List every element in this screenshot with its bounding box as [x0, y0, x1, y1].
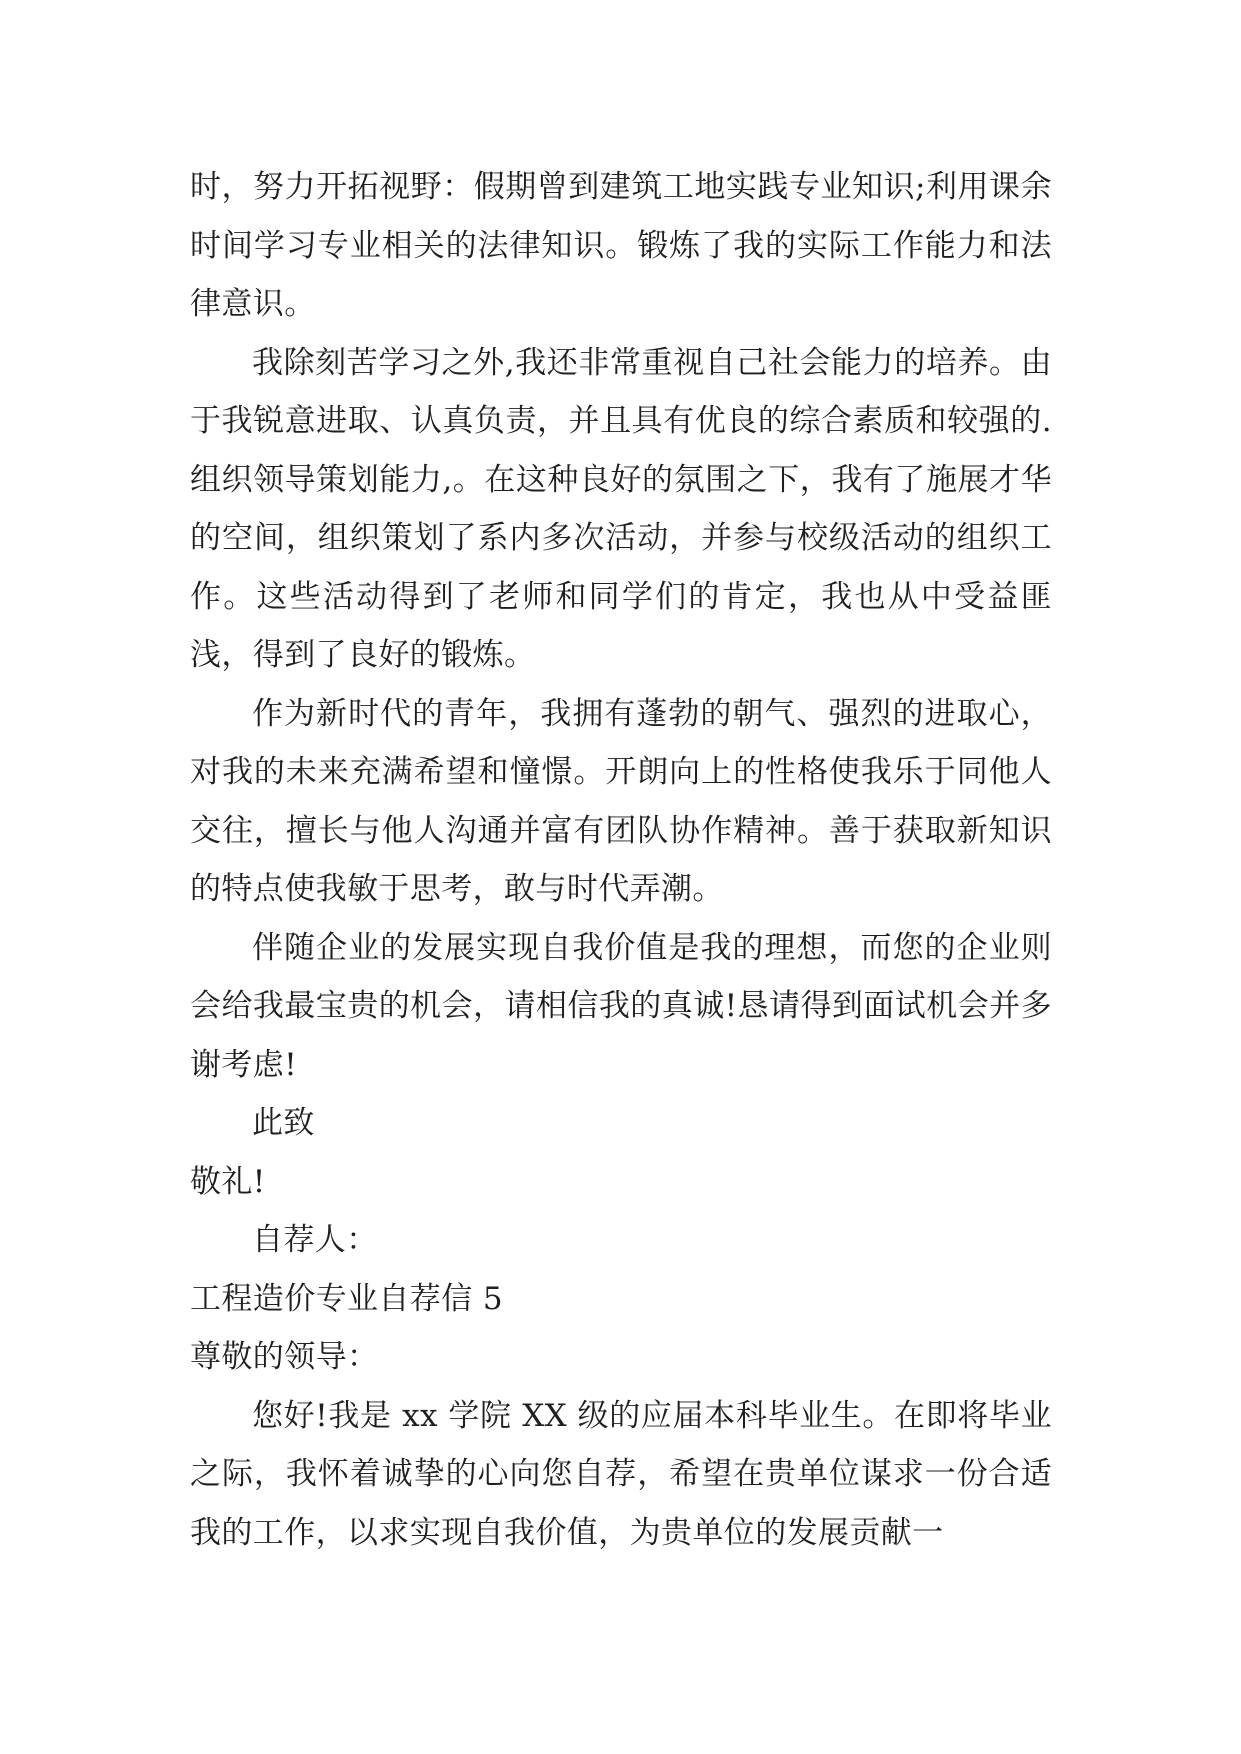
paragraph-ideal: 伴随企业的发展实现自我价值是我的理想，而您的企业则会给我最宝贵的机会，请相信我的真诚!恳请得到面试机会并多谢考虑!: [190, 929, 1052, 1083]
salute-line: 敬礼!: [190, 1163, 266, 1200]
section-title: 工程造价专业自荐信 5: [190, 1280, 503, 1317]
paragraph-social-ability: 我除刻苦学习之外,我还非常重视自己社会能力的培养。由于我锐意进取、认真负责，并且具有优良的综合素质和较强的.组织领导策划能力,。在这种良好的氛围之下，我有了施展才华的空间，组织策划了系内多次活动，并参与校级活动的组织工作。这些活动得到了老师和同学们的肯定，我也从中受益匪浅，得到了良好的锻炼。: [190, 344, 1052, 673]
closing-line: 此致: [252, 1105, 315, 1141]
letter-body: [190, 158, 1052, 1562]
paragraph-continuation: 时，努力开拓视野：假期曾到建筑工地实践专业知识;利用课余时间学习专业相关的法律知识。锻炼了我的实际工作能力和法律意识。: [190, 169, 1052, 322]
signature-line: 自荐人：: [252, 1222, 378, 1258]
paragraph-introduction: 您好!我是 xx 学院 XX 级的应届本科毕业生。在即将毕业之际，我怀着诚挚的心向您自荐，希望在贵单位谋求一份合适我的工作，以求实现自我价值，为贵单位的发展贡献一: [190, 1397, 1052, 1551]
paragraph-personality: 作为新时代的青年，我拥有蓬勃的朝气、强烈的进取心，对我的未来充满希望和憧憬。开朗向上的性格使我乐于同他人交往，擅长与他人沟通并富有团队协作精神。善于获取新知识的特点使我敏于思考，敢与时代弄潮。: [190, 695, 1052, 907]
greeting-line: 尊敬的领导：: [190, 1339, 379, 1375]
